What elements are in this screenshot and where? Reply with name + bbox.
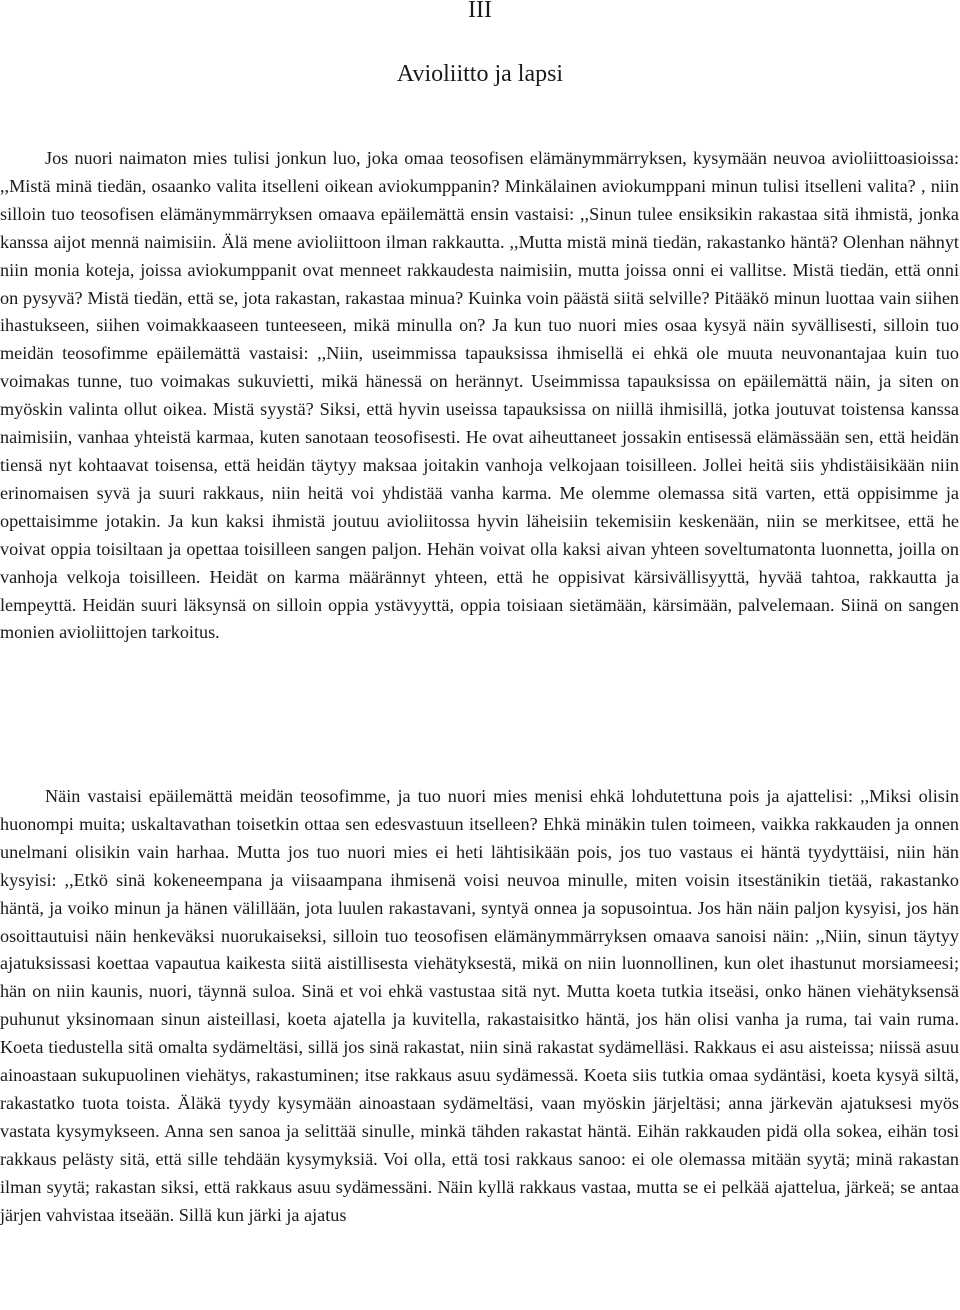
body-paragraph: Jos nuori naimaton mies tulisi jonkun luo, joka omaa teosofisen elämänymmärryksen, kysymään neuvoa avioliittoasioissa: ,,Mistä minä tiedän, osaanko valita itselleni oikean aviokumppanin? Minkälainen aviokumppani minun tulisi itselleni valita? , niin silloin tuo teosofisen elämänymmärryksen omaava epäilemättä ensin vastaisi: ,,Sinun tulee ensiksikin rakastaa sitä ihmistä, jonka kanssa aijot mennä naimisiin. Älä mene avioliittoon ilman rakkautta. ,,Mutta mistä minä tiedän, rakastanko häntä? Olenhan nähnyt niin monia koteja, joissa aviokumppanit ovat menneet rakkaudesta naimisiin, mutta joissa onni ei vallitse. Mistä tiedän, että onni on pysyvä? Mistä tiedän, että se, jota rakastan, rakastaa minua? Kuinka voin päästä siitä selville? Pitääkö minun luottaa vain siihen ihastukseen, siihen voimakkaaseen tunteeseen, mikä minulla on? Ja kun tuo nuori mies osaa kysyä näin syvällisesti, silloin tuo meidän teosofimme epäilemättä vastaisi: ,,Niin, useimmissa tapauksissa ihmisellä ei ehkä ole muuta neuvonantajaa kuin tuo voimakas tunne, tuo voimakas sukuvietti, mikä hänessä on herännyt. Useimmissa tapauksissa on epäilemättä näin, ja siten on myöskin valinta ollut oikea. Mistä syystä? Siksi, että hyvin useissa tapauksissa on niillä ihmisillä, jotka joutuvat toistensa kanssa naimisiin, vanhaa yhteistä karmaa, kuten sanotaan teosofisesti. He ovat aiheuttaneet jossakin entisessä elämässään sen, että heidän tiensä nyt kohtaavat toisensa, että heidän täytyy maksaa joitakin vanhoja velkojaan toisilleen. Jollei heitä siis yhdistäisikään niin erinomaisen syvä ja suuri rakkaus, niin heitä voi yhdistää vanha karma. Me olemme olemassa sitä varten, että oppisimme ja opettaisimme jotakin. Ja kun kaksi ihmistä joutuu avioliitossa hyvin läheisiin tekemisiin keskenään, niin se merkitsee, että he voivat oppia toisiltaan ja opettaa toisilleen sangen paljon. Hehän voivat olla kaksi aivan yhteen soveltumatonta luonnetta, joilla on vanhoja velkoja toisilleen. Heidät on karma määrännyt yhteen, että he oppisivat kärsivällisyyttä, hyvää tahtoa, rakkautta ja lempeyttä. Heidän suuri läksynsä on silloin oppia ystävyyttä, oppia toisiaan sietämään, kärsimään, palvelemaan. Siinä on sangen monien avioliittojen tarkoitus. [0,148,959,643]
chapter-number: III [468,0,492,23]
body-paragraph: Näin vastaisi epäilemättä meidän teosofimme, ja tuo nuori mies menisi ehkä lohdutettuna pois ja ajattelisi: ,,Miksi olisin huonompi muita; uskaltavathan toisetkin ottaa sen edesvastuun itselleen? Ehkä minäkin tulen toimeen, vaikka rakkauden ja onnen unelmani olisikin vain harhaa. Mutta jos tuo nuori mies ei heti lähtisikään pois, jos tuo vastaus ei häntä tyydyttäisi, niin hän kysyisi: ,,Etkö sinä kokeneempana ja viisaampana ihmisenä voisi neuvoa minulle, miten voisin itsestänikin tietää, rakastanko häntä, ja voiko minun ja hänen välillään, jota luulen rakastavani, syntyä onnea ja sopusointua. Jos hän näin paljon kysyisi, jos hän osoittautuisi näin henkeväksi nuorukaiseksi, silloin tuo teosofisen elämänymmärryksen omaava sanoisi näin: ,,Niin, sinun täytyy ajatuksissasi koettaa vapautua kaikesta siitä aistillisesta viehätyksestä, mikä on niin luonnollinen, kun olet ihastunut morsiameesi; hän on niin kaunis, nuori, täynnä suloa. Sinä et voi ehkä vastustaa sitä nyt. Mutta koeta tutkia itseäsi, onko hänen viehätyksensä puhunut yksinomaan sinun aisteillasi, koeta ajatella ja kuvitella, rakastaisitko häntä, jos hän olisi vanha ja ruma, tai vain ruma. Koeta tiedustella sitä omalta sydämeltäsi, sillä jos sinä rakastat, niin sinä rakastat sydämelläsi. Rakkaus ei asu aisteissa; niissä asuu ainoastaan sukupuolinen viehätys, rakastuminen; itse rakkaus asuu sydämessä. Koeta siis tutkia omaa sydäntäsi, koeta kysyä siltä, rakastatko tuota toista. Äläkä tyydy kysymään ainoastaan sydämeltäsi, vaan myöskin järjeltäsi; anna järkevän ajatuksesi myös vastata kysymykseen. Anna sen sanoa ja selittää sinulle, minkä tähden rakastat häntä. Eihän rakkauden pidä olla sokea, eihän tosi rakkaus pelästy sitä, että sille tehdään kysymyksiä. Voi olla, että tosi rakkaus sanoo: ei ole olemassa mitään syytä; minä rakastan ilman syytä; rakastan siksi, että rakkaus asuu sydämessäni. Näin kyllä rakkaus vastaa, mutta se ei pelkää ajattelua, järkeä; se antaa järjen vahvistaa itseään. Sillä kun järki ja ajatus [0,786,959,1225]
chapter-title: Avioliitto ja lapsi [396,61,564,87]
